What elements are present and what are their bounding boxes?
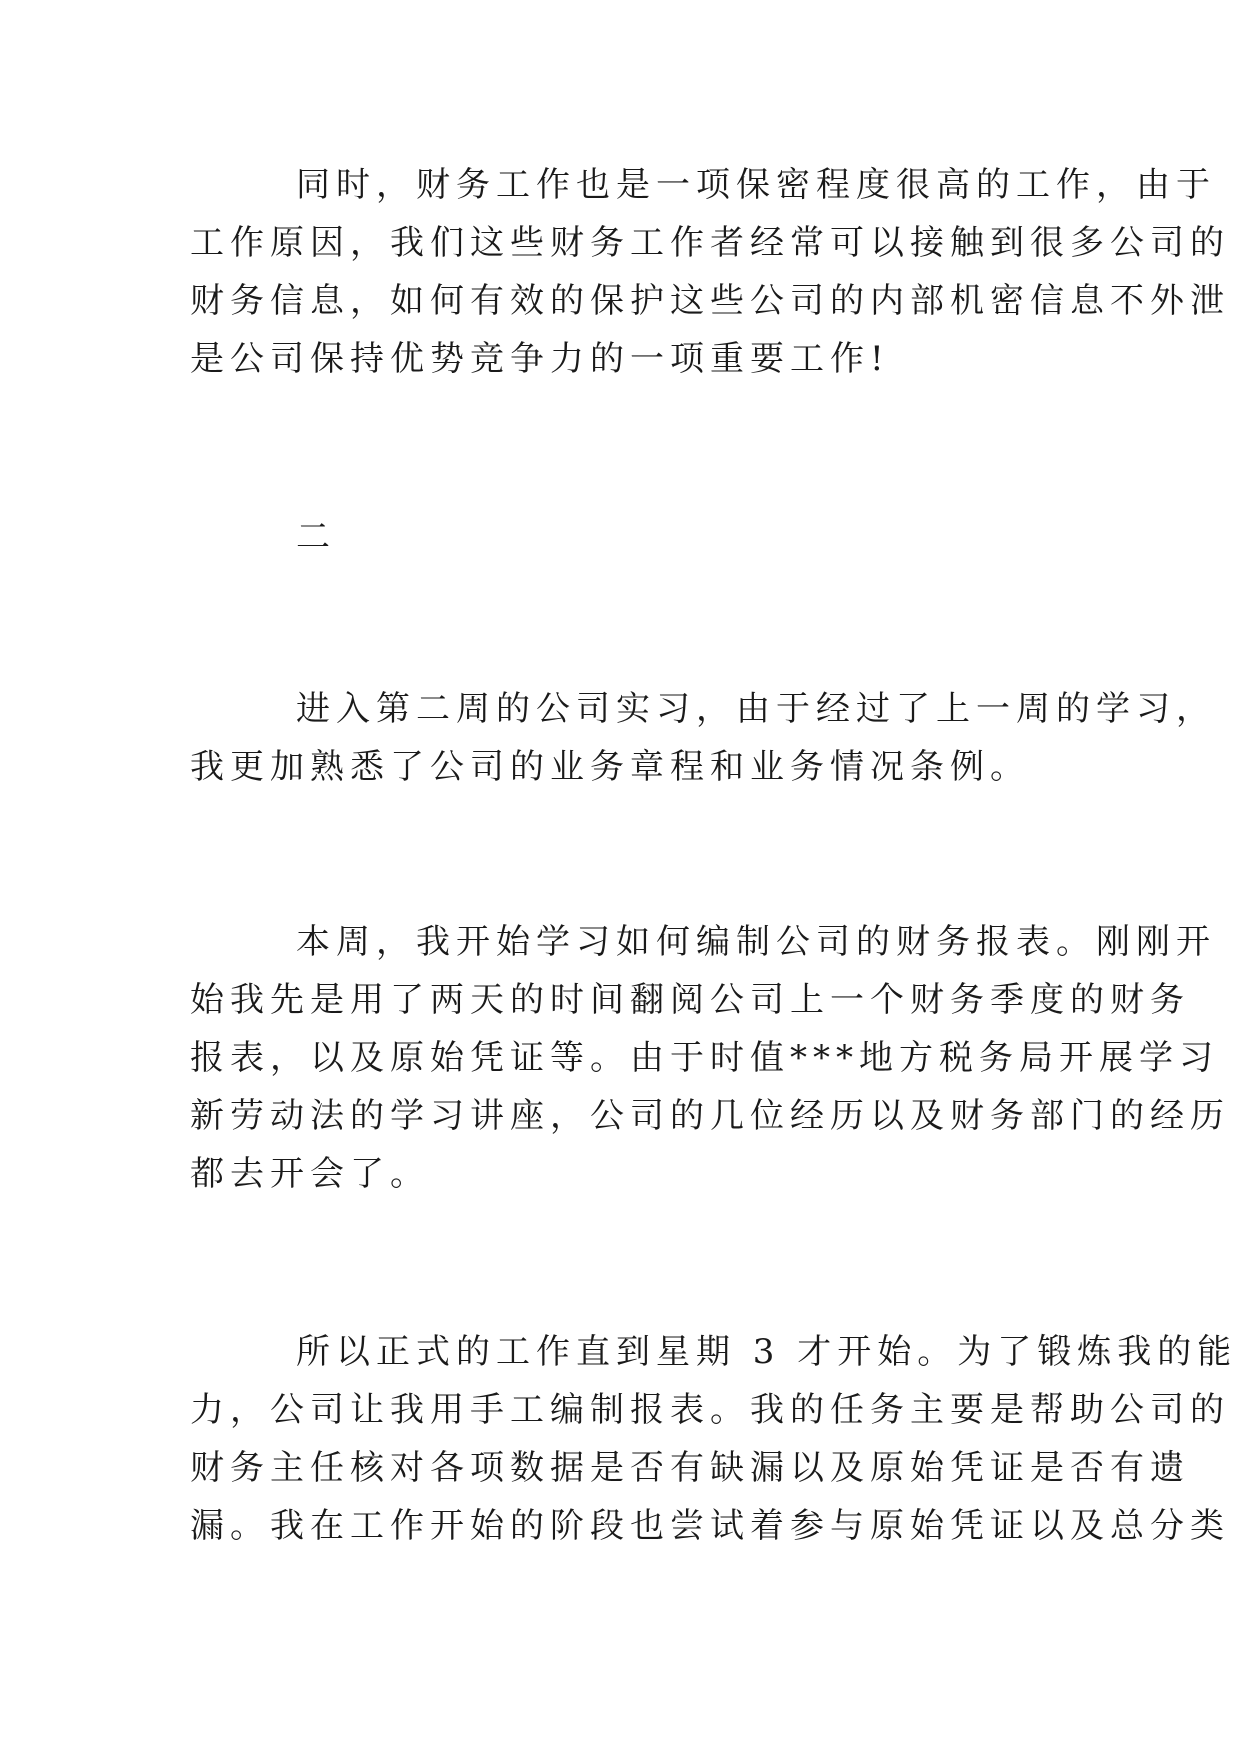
paragraph-financial-statements <box>190 913 1230 1203</box>
section-number: 二 <box>296 517 336 557</box>
section-heading-two <box>190 508 1062 566</box>
paragraph-line: 力，公司让我用手工编制报表。我的任务主要是帮助公司的 <box>190 1390 1230 1430</box>
paragraph-line: 所以正式的工作直到星期 3 才开始。为了锻炼我的能 <box>296 1332 1238 1372</box>
paragraph-line: 新劳动法的学习讲座，公司的几位经历以及财务部门的经历 <box>190 1096 1230 1136</box>
paragraph-confidentiality <box>190 156 1230 388</box>
paragraph-line: 同时，财务工作也是一项保密程度很高的工作，由于 <box>296 165 1216 205</box>
paragraph-second-week <box>190 680 1216 796</box>
paragraph-line: 财务主任核对各项数据是否有缺漏以及原始凭证是否有遗 <box>190 1448 1190 1488</box>
paragraph-line: 工作原因，我们这些财务工作者经常可以接触到很多公司的 <box>190 223 1230 263</box>
paragraph-line: 本周，我开始学习如何编制公司的财务报表。刚刚开 <box>296 922 1216 962</box>
paragraph-line: 报表，以及原始凭证等。由于时值***地方税务局开展学习 <box>190 1038 1219 1078</box>
paragraph-line: 我更加熟悉了公司的业务章程和业务情况条例。 <box>190 747 1030 787</box>
paragraph-formal-work <box>190 1323 1238 1555</box>
paragraph-line: 始我先是用了两天的时间翻阅公司上一个财务季度的财务 <box>190 980 1190 1020</box>
paragraph-line: 是公司保持优势竞争力的一项重要工作! <box>190 339 890 379</box>
paragraph-line: 都去开会了。 <box>190 1154 430 1194</box>
paragraph-line: 财务信息，如何有效的保护这些公司的内部机密信息不外泄 <box>190 281 1230 321</box>
paragraph-line: 进入第二周的公司实习，由于经过了上一周的学习， <box>296 689 1216 729</box>
paragraph-line: 漏。我在工作开始的阶段也尝试着参与原始凭证以及总分类 <box>190 1506 1230 1546</box>
